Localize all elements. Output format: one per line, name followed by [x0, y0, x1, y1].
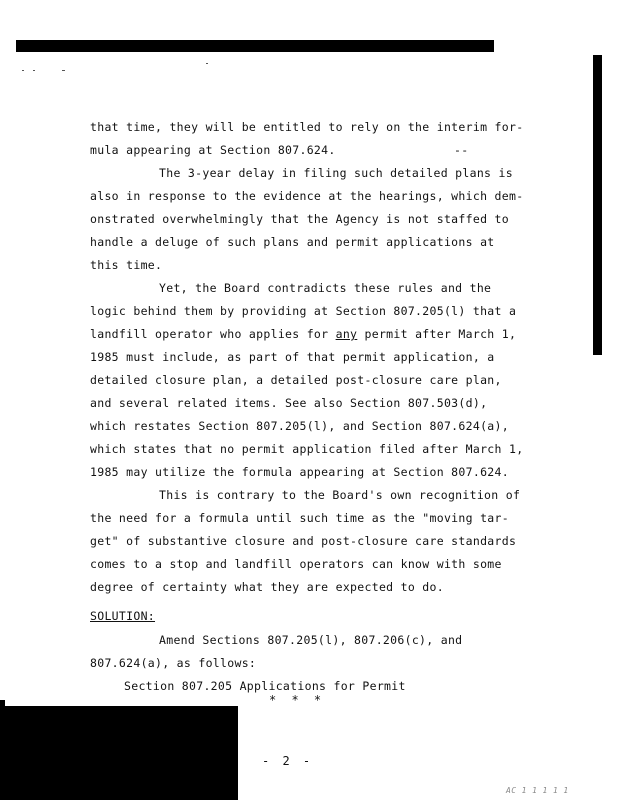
body-line: the need for a formula until such time as the "moving tar- [90, 511, 509, 525]
body-line: Yet, the Board contradicts these rules and the [159, 281, 492, 295]
scan-bottom-block [0, 706, 238, 800]
scan-speck [62, 70, 65, 71]
body-line: which states that no permit application filed after March 1, [90, 442, 524, 456]
body-line: this time. [90, 258, 163, 272]
scan-speck [33, 70, 35, 71]
body-line: onstrated overwhelmingly that the Agency is not staffed to [90, 212, 509, 226]
scan-left-edge [0, 700, 5, 712]
body-line: 1985 may utilize the formula appearing at Section 807.624. [90, 465, 509, 479]
underlined-word: any [335, 327, 358, 341]
body-line: handle a deluge of such plans and permit applications at [90, 235, 495, 249]
body-line: The 3-year delay in filing such detailed plans is [159, 166, 513, 180]
body-line: logic behind them by providing at Section 807.205(l) that a [90, 304, 517, 318]
section-heading: SOLUTION: [90, 609, 156, 623]
body-text: landfill operator who applies for [90, 327, 336, 341]
omission-stars: * * * [269, 693, 326, 707]
body-line [90, 327, 516, 341]
body-line: 807.624(a), as follows: [90, 656, 257, 670]
margin-mark: -- [454, 143, 469, 157]
body-line: get" of substantive closure and post-closure care standards [90, 534, 517, 548]
body-line: and several related items. See also Section 807.503(d), [90, 396, 488, 410]
body-line: 1985 must include, as part of that permit application, a [90, 350, 495, 364]
scan-right-edge [593, 55, 602, 355]
body-line: mula appearing at Section 807.624. [90, 143, 336, 157]
section-title: Section 807.205 Applications for Permit [124, 679, 406, 693]
page-number: - 2 - [262, 754, 314, 768]
body-line: degree of certainty what they are expected to do. [90, 580, 444, 594]
body-line: which restates Section 807.205(l), and Section 807.624(a), [90, 419, 509, 433]
body-line: Amend Sections 807.205(l), 807.206(c), and [159, 633, 463, 647]
body-line: that time, they will be entitled to rely on the interim for- [90, 120, 524, 134]
scan-speck [22, 70, 24, 71]
body-line: comes to a stop and landfill operators can know with some [90, 557, 502, 571]
body-line: detailed closure plan, a detailed post-closure care plan, [90, 373, 502, 387]
scan-top-rule [16, 40, 494, 52]
scan-speck [206, 63, 208, 64]
body-line: This is contrary to the Board's own recognition of [159, 488, 521, 502]
body-line: also in response to the evidence at the hearings, which dem- [90, 189, 524, 203]
body-text: permit after March 1, [357, 327, 517, 341]
footer-stamp: AC 1 1 1 1 1 [506, 786, 569, 795]
